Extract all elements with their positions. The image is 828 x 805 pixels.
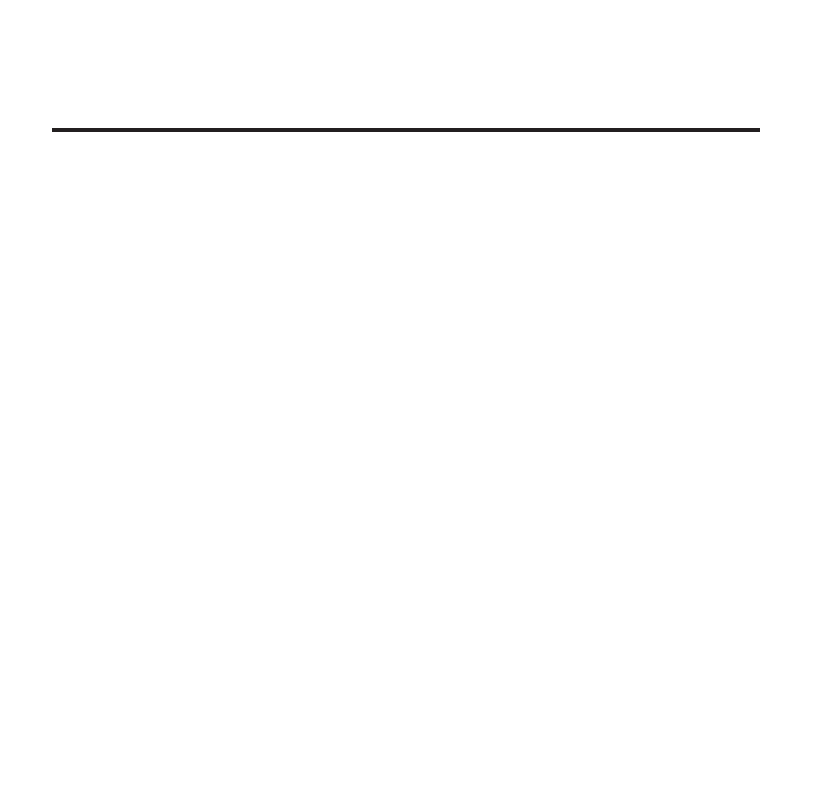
data-table [52, 0, 760, 132]
header-rule [52, 128, 760, 132]
table-header [52, 0, 760, 132]
